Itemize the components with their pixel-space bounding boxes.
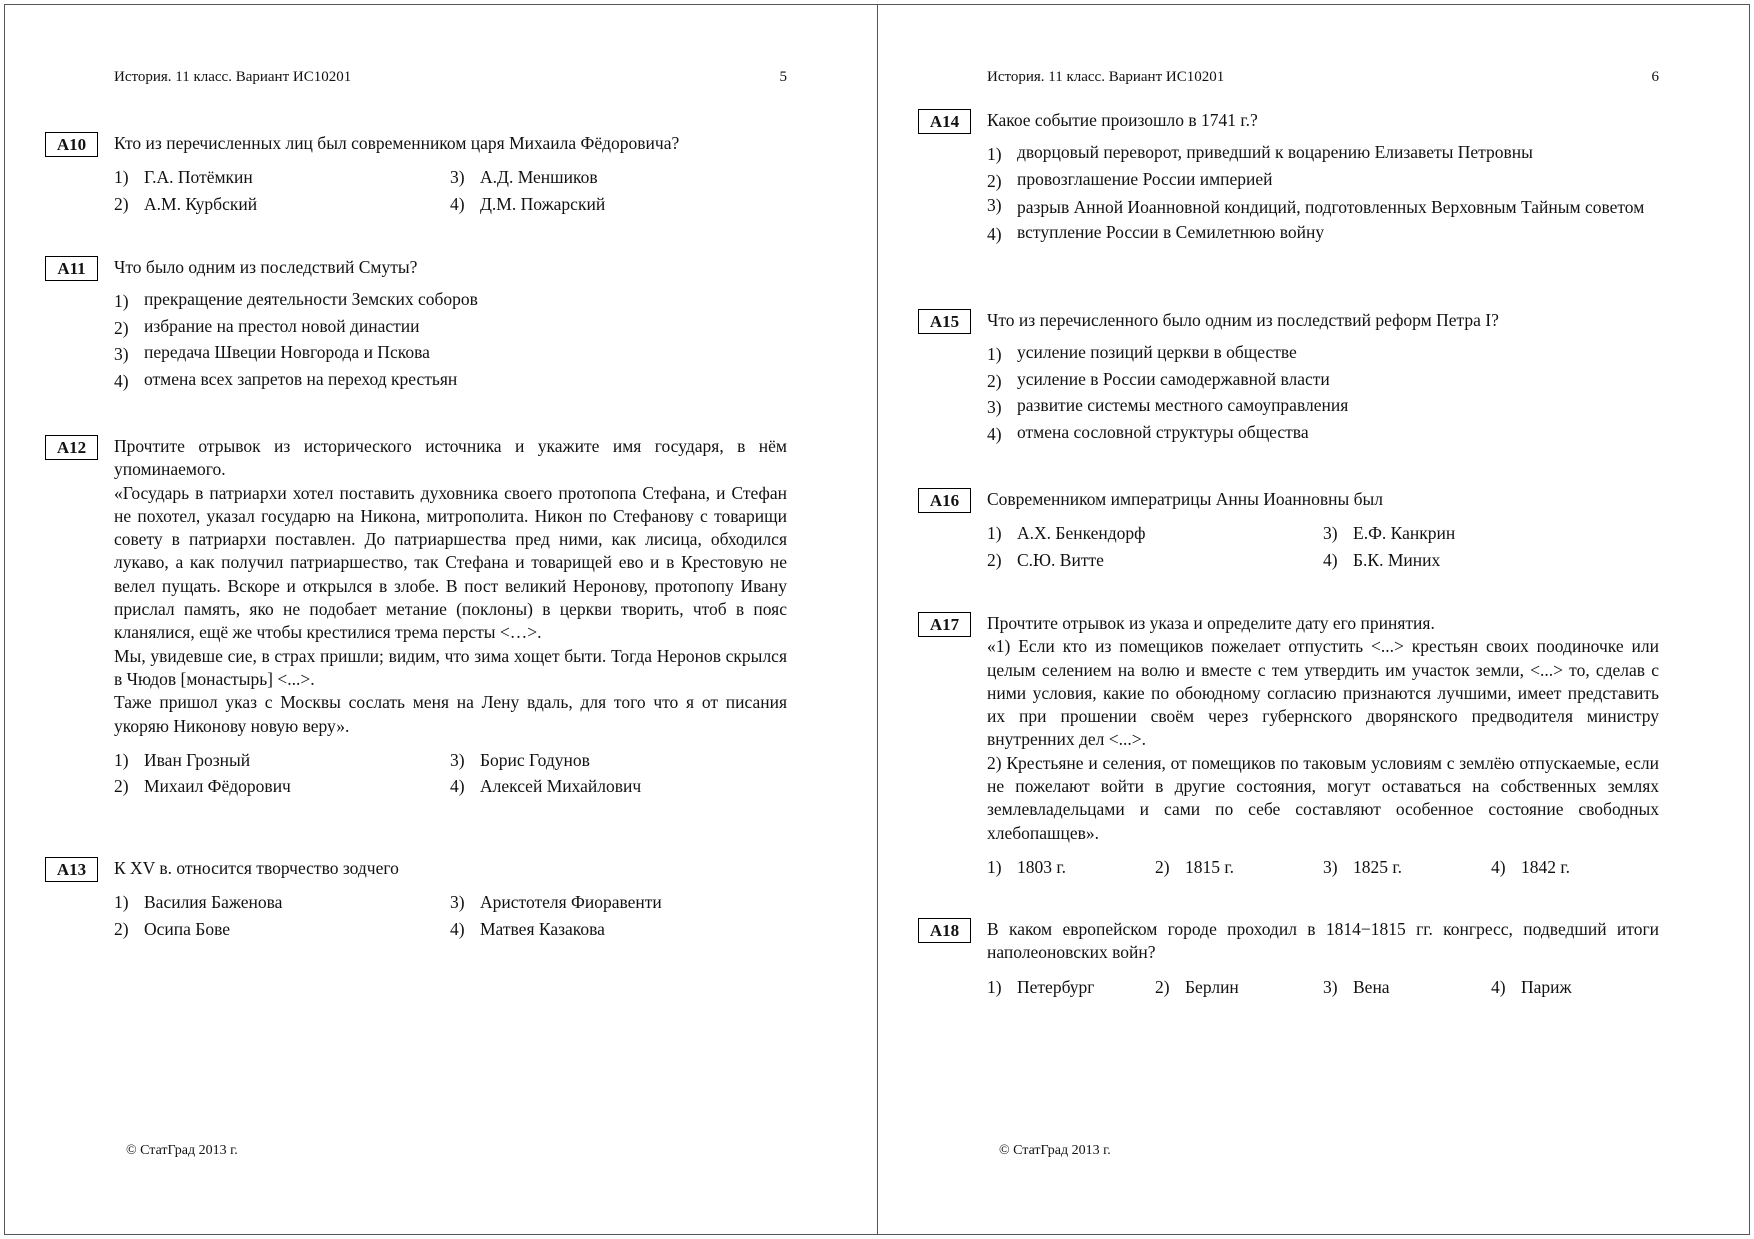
answer-option[interactable]: 4) 1842 г. [1491, 856, 1570, 877]
question-id-badge: A12 [45, 435, 98, 460]
source-excerpt: «1) Если кто из помещиков пожелает отпустить <...> крестьян своих поодиночке или целым селением на волю и вместе с тем утвердить им участок земли, <...> то, сделав с ними условия, какие по обоюдному согласию признаются лучшими, имеет представить их при прошении своём через губернского дворянского предводителя министру внутренних дел <...>. [987, 636, 1659, 750]
answer-option[interactable]: 2) провозглашение России империей [987, 168, 1273, 191]
answer-option[interactable]: 3) Аристотеля Фиоравенти [450, 892, 662, 913]
answer-option[interactable]: 1) Василия Баженова [114, 892, 283, 913]
answer-option[interactable]: 2) А.М. Курбский [114, 193, 258, 214]
page-header [987, 69, 1659, 86]
answer-option[interactable]: 2) С.Ю. Витте [987, 549, 1104, 570]
answer-options [987, 854, 1659, 881]
answer-option[interactable]: 3) 1825 г. [1323, 856, 1402, 877]
answer-option[interactable]: 4) вступление России в Семилетнюю войну [987, 222, 1325, 245]
answer-option[interactable]: 3) Вена [1323, 976, 1390, 997]
question-text: В каком европейском городе проходил в 1814−1815 гг. конгресс, подведший итоги наполеоновских войн? [987, 919, 1659, 963]
source-excerpt: Таже пришол указ с Москвы сослать меня на Лену вдаль, для того что я от писания укоряю Никонову новую веру». [114, 692, 787, 736]
question-id-badge: A13 [45, 857, 98, 882]
answer-option[interactable]: 4) Д.М. Пожарский [450, 193, 606, 214]
header-title: История. 11 класс. Вариант ИС10201 [987, 69, 1225, 85]
page-number: 5 [779, 69, 787, 85]
question-a12 [45, 435, 787, 800]
answer-option[interactable]: 3) А.Д. Меншиков [450, 167, 598, 188]
answer-option[interactable]: 1) А.Х. Бенкендорф [987, 523, 1146, 544]
answer-option[interactable]: 2) Михаил Фёдорович [114, 776, 291, 797]
answer-option[interactable]: 4) отмена всех запретов на переход крестьян [114, 368, 458, 391]
answer-option[interactable]: 4) Б.К. Миних [1323, 549, 1441, 570]
question-a14 [918, 109, 1659, 248]
answer-options [987, 520, 1659, 573]
page-right [877, 4, 1750, 1235]
answer-option[interactable]: 1) прекращение деятельности Земских соборов [114, 289, 478, 312]
answer-option[interactable]: 2) 1815 г. [1155, 856, 1234, 877]
page-footer: © СтатГрад 2013 г. [999, 1143, 1111, 1158]
question-text: Современником императрицы Анны Иоанновны был [987, 489, 1384, 509]
answer-option[interactable]: 4) Матвея Казакова [450, 918, 605, 939]
question-a13 [45, 857, 787, 942]
answer-option[interactable]: 3) Борис Годунов [450, 749, 590, 770]
answer-option[interactable]: 1) усиление позиций церкви в обществе [987, 342, 1297, 365]
question-text: Прочтите отрывок из указа и определите дату его принятия. [987, 613, 1435, 633]
page-left [4, 4, 878, 1235]
answer-option[interactable]: 3) передача Швеции Новгорода и Пскова [114, 342, 430, 365]
source-excerpt: Мы, увидевше сие, в страх пришли; видим, что зима хощет быти. Тогда Неронов скрылся в Чюдов [монастырь] <...>. [114, 645, 787, 689]
answer-option[interactable]: 1) 1803 г. [987, 856, 1066, 877]
header-title: История. 11 класс. Вариант ИС10201 [114, 69, 352, 85]
question-a16 [918, 488, 1659, 573]
answer-option[interactable]: 2) Берлин [1155, 976, 1239, 997]
question-id-badge: A17 [918, 612, 971, 637]
page-number: 6 [1651, 69, 1659, 85]
question-text: Что из перечисленного было одним из последствий реформ Петра I? [987, 310, 1499, 330]
question-text: Какое событие произошло в 1741 г.? [987, 110, 1258, 130]
answer-option[interactable]: 3) Е.Ф. Канкрин [1323, 523, 1456, 544]
question-text: Прочтите отрывок из исторического источника и укажите имя государя, в нём упоминаемого. [114, 436, 787, 480]
question-id-badge: A14 [918, 109, 971, 134]
source-excerpt: «Государь в патриархи хотел поставить духовника своего протопопа Стефана, и Стефан не похотел, указал государю на Никона, митрополита. Никон по Стефанову с товарищи совету в патриархи поставлен. До патриаршества пред ними, как лисица, обходился лукаво, а как получил патриаршество, так Стефана и товарищей ево и в Крестовую не велел пущать. Вскоре и открылся в злобе. В пост великий Неронову, протопопу Ивану прислал память, яко не подобает метание (поклоны) в церкви творить, чтоб в пояс кланялися, ещё же чтобы крестилися трема персты <…>. [114, 482, 787, 643]
answer-option[interactable]: 1) Иван Грозный [114, 749, 251, 770]
source-excerpt: 2) Крестьяне и селения, от помещиков по таковым условиям с землёю отпускаемые, если не пожелают войти в другие состояния, могут оставаться на собственных землях землевладельцами и сами по себе составляют особенное состояние свободных хлебопашцев». [987, 752, 1659, 843]
answer-option[interactable]: 2) Осипа Бове [114, 918, 231, 939]
question-id-badge: A10 [45, 132, 98, 157]
answer-options [987, 974, 1659, 1001]
answer-options [114, 288, 787, 394]
question-id-badge: A11 [45, 256, 98, 281]
answer-option[interactable]: 4) Париж [1491, 976, 1572, 997]
answer-option[interactable]: 4) отмена сословной структуры общества [987, 421, 1309, 444]
answer-option[interactable]: 2) избрание на престол новой династии [114, 315, 420, 338]
answer-options [987, 341, 1659, 447]
question-id-badge: A16 [918, 488, 971, 513]
answer-option[interactable]: 3) развитие системы местного самоуправления [987, 395, 1349, 418]
question-a18 [918, 918, 1659, 1000]
answer-options [114, 164, 787, 217]
page-footer: © СтатГрад 2013 г. [126, 1143, 238, 1158]
question-a15 [918, 309, 1659, 447]
question-id-badge: A15 [918, 309, 971, 334]
answer-option[interactable]: 3) разрыв Анной Иоанновной кондиций, подготовленных Верховным Тайным советом [987, 195, 1645, 218]
question-a10 [45, 132, 787, 217]
answer-options [114, 747, 787, 800]
question-id-badge: A18 [918, 918, 971, 943]
answer-option[interactable]: 1) дворцовый переворот, приведший к воцарению Елизаветы Петровны [987, 142, 1533, 165]
question-text: Что было одним из последствий Смуты? [114, 257, 418, 277]
answer-options [114, 889, 787, 942]
question-a17 [918, 612, 1659, 880]
question-text: К XV в. относится творчество зодчего [114, 858, 399, 878]
question-text: Кто из перечисленных лиц был современником царя Михаила Фёдоровича? [114, 133, 680, 153]
answer-options [987, 141, 1659, 248]
answer-option[interactable]: 1) Петербург [987, 976, 1095, 997]
question-a11 [45, 256, 787, 394]
answer-option[interactable]: 4) Алексей Михайлович [450, 776, 642, 797]
answer-option[interactable]: 2) усиление в России самодержавной власти [987, 368, 1330, 391]
page-header [114, 69, 787, 86]
answer-option[interactable]: 1) Г.А. Потёмкин [114, 167, 253, 188]
